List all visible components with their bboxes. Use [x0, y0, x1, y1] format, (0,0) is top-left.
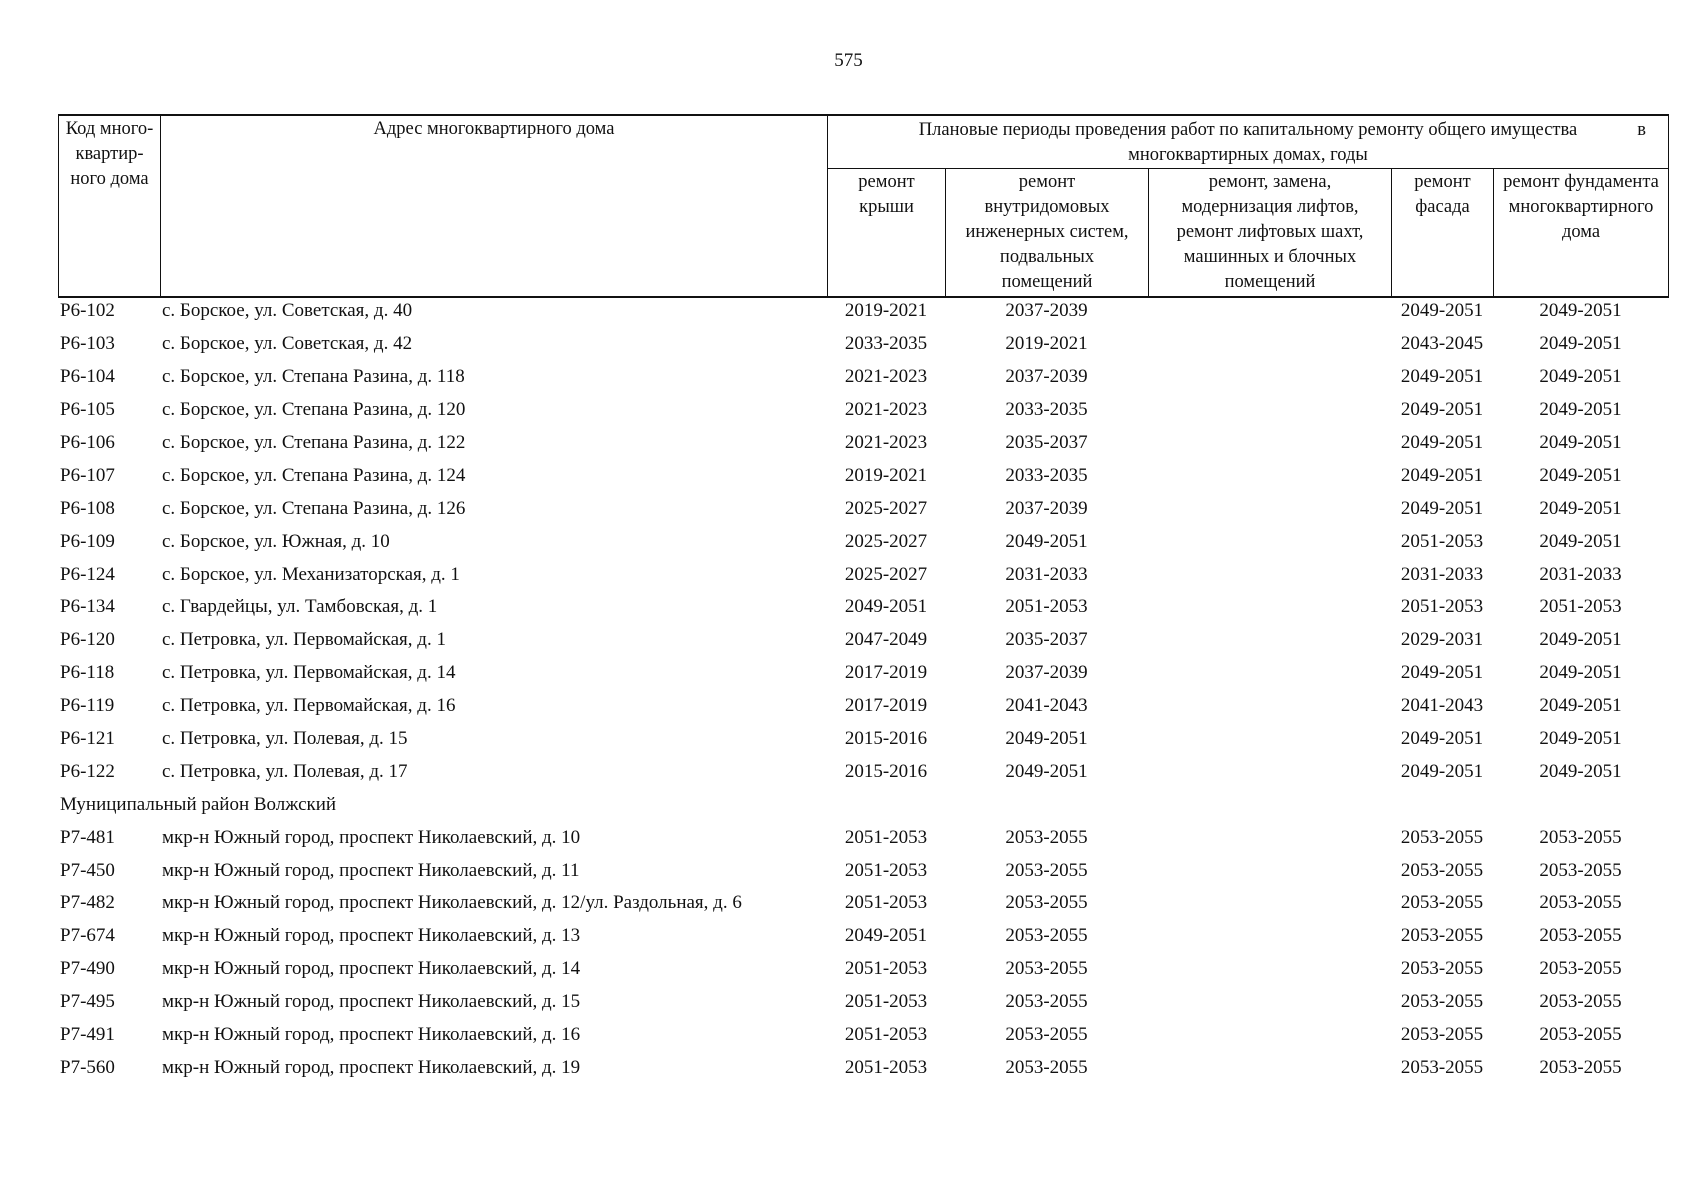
- table-header: [58, 114, 1669, 298]
- cell-address: мкр-н Южный город, проспект Николаевский, д. 14: [162, 958, 581, 980]
- cell-roof: 2015-2016: [844, 760, 928, 782]
- cell-code: Р7-495: [60, 991, 115, 1013]
- cell-roof: 2049-2051: [844, 925, 928, 947]
- cell-address: мкр-н Южный город, проспект Николаевский, д. 10: [162, 826, 581, 848]
- table-row: [58, 361, 1668, 394]
- table-row: [58, 854, 1668, 887]
- cell-foundation: 2031-2033: [1539, 563, 1622, 585]
- cell-elevators: [1148, 920, 1391, 953]
- cell-code: Р6-103: [60, 333, 115, 355]
- table-row: [58, 295, 1668, 328]
- header-address: Адрес многоквартирного дома: [161, 115, 828, 297]
- cell-engineering: 2019-2021: [1005, 333, 1088, 355]
- cell-elevators: [1148, 492, 1391, 525]
- cell-elevators: [1148, 427, 1391, 460]
- cell-foundation: 2053-2055: [1539, 859, 1622, 881]
- cell-foundation: 2049-2051: [1539, 760, 1622, 782]
- cell-engineering: 2049-2051: [1005, 728, 1088, 750]
- cell-code: Р6-134: [60, 596, 115, 618]
- cell-address: мкр-н Южный город, проспект Николаевский, д. 13: [162, 925, 581, 947]
- cell-facade: 2053-2055: [1400, 892, 1484, 914]
- cell-facade: 2049-2051: [1400, 464, 1484, 486]
- cell-code: Р6-108: [60, 497, 115, 519]
- cell-facade: 2049-2051: [1400, 760, 1484, 782]
- cell-engineering: 2041-2043: [1005, 695, 1088, 717]
- cell-roof: 2051-2053: [844, 892, 928, 914]
- cell-address: с. Борское, ул. Степана Разина, д. 120: [162, 399, 466, 421]
- cell-facade: 2053-2055: [1400, 859, 1484, 881]
- header-code: Код много- квартир- ного дома: [59, 115, 161, 297]
- table-row: [58, 328, 1668, 361]
- cell-engineering: 2053-2055: [1005, 1056, 1088, 1078]
- table-row: [58, 591, 1668, 624]
- header-planned-periods-line2: многоквартирных домах, годы: [1128, 145, 1368, 165]
- cell-facade: 2049-2051: [1400, 366, 1484, 388]
- cell-roof: 2021-2023: [844, 432, 928, 453]
- cell-roof: 2019-2021: [844, 464, 928, 486]
- cell-elevators: [1148, 1019, 1391, 1052]
- cell-foundation: 2053-2055: [1539, 1024, 1622, 1046]
- cell-roof: 2025-2027: [844, 497, 928, 519]
- table-row: [58, 986, 1668, 1019]
- table-row: [58, 624, 1668, 657]
- cell-roof: 2021-2023: [844, 366, 928, 388]
- cell-engineering: 2035-2037: [1005, 629, 1088, 651]
- cell-code: Р6-120: [60, 629, 115, 651]
- cell-address: с. Борское, ул. Степана Разина, д. 122: [162, 432, 466, 453]
- cell-foundation: 2049-2051: [1539, 497, 1622, 519]
- table-row: [58, 657, 1668, 690]
- cell-engineering: 2035-2037: [1005, 432, 1088, 453]
- cell-elevators: [1148, 591, 1391, 624]
- cell-engineering: 2053-2055: [1005, 826, 1088, 848]
- cell-code: Р7-674: [60, 925, 115, 947]
- cell-foundation: 2049-2051: [1539, 662, 1622, 684]
- cell-elevators: [1148, 657, 1391, 690]
- cell-address: с. Гвардейцы, ул. Тамбовская, д. 1: [162, 596, 438, 618]
- cell-elevators: [1148, 690, 1391, 723]
- cell-code: Р6-109: [60, 530, 115, 552]
- cell-roof: 2051-2053: [844, 1056, 928, 1078]
- cell-code: Р6-107: [60, 464, 115, 486]
- cell-address: мкр-н Южный город, проспект Николаевский, д. 15: [162, 991, 581, 1013]
- cell-elevators: [1148, 394, 1391, 427]
- cell-elevators: [1148, 723, 1391, 756]
- header-planned-periods: [828, 115, 1669, 169]
- cell-engineering: 2049-2051: [1005, 760, 1088, 782]
- cell-address: мкр-н Южный город, проспект Николаевский, д. 19: [162, 1056, 581, 1078]
- cell-facade: 2049-2051: [1400, 728, 1484, 750]
- table-row: [58, 953, 1668, 986]
- cell-code: Р6-105: [60, 399, 115, 421]
- cell-engineering: 2049-2051: [1005, 530, 1088, 552]
- table-row: [58, 1051, 1668, 1084]
- cell-code: Р6-104: [60, 366, 115, 388]
- cell-facade: 2049-2051: [1400, 662, 1484, 684]
- cell-foundation: 2049-2051: [1539, 399, 1622, 421]
- cell-code: Р6-121: [60, 728, 115, 750]
- cell-elevators: [1148, 295, 1391, 328]
- cell-roof: 2025-2027: [844, 530, 928, 552]
- table-row: [58, 427, 1668, 460]
- cell-foundation: 2049-2051: [1539, 366, 1622, 388]
- cell-foundation: 2053-2055: [1539, 892, 1622, 914]
- cell-facade: 2049-2051: [1400, 300, 1484, 322]
- header-planned-periods-line1: Плановые периоды проведения работ по капитальному ремонту общего имущества: [918, 120, 1578, 140]
- cell-address: с. Петровка, ул. Первомайская, д. 14: [162, 662, 456, 684]
- cell-elevators: [1148, 525, 1391, 558]
- cell-foundation: 2053-2055: [1539, 991, 1622, 1013]
- cell-elevators: [1148, 821, 1391, 854]
- cell-code: Р6-124: [60, 563, 115, 585]
- cell-foundation: 2053-2055: [1539, 925, 1622, 947]
- cell-code: Р7-560: [60, 1056, 115, 1078]
- cell-engineering: 2037-2039: [1005, 662, 1088, 684]
- cell-elevators: [1148, 558, 1391, 591]
- cell-address: с. Борское, ул. Степана Разина, д. 118: [162, 366, 465, 388]
- cell-elevators: [1148, 755, 1391, 788]
- cell-roof: 2033-2035: [844, 333, 928, 355]
- cell-facade: 2051-2053: [1400, 596, 1484, 618]
- table-row: [58, 920, 1668, 953]
- table-row: [58, 394, 1668, 427]
- cell-elevators: [1148, 328, 1391, 361]
- cell-code: Р7-450: [60, 859, 115, 881]
- cell-facade: 2049-2051: [1400, 497, 1484, 519]
- cell-code: Р6-122: [60, 760, 115, 782]
- header-elevators: ремонт, замена, модернизация лифтов, ремонт лифтовых шахт, машинных и блочных помещений: [1149, 169, 1392, 298]
- table-row: [58, 1019, 1668, 1052]
- cell-engineering: 2033-2035: [1005, 464, 1088, 486]
- cell-foundation: 2049-2051: [1539, 728, 1622, 750]
- cell-code: Р7-482: [60, 892, 115, 914]
- header-facade: ремонт фасада: [1392, 169, 1494, 298]
- cell-facade: 2041-2043: [1400, 695, 1484, 717]
- section-row: [58, 788, 1668, 821]
- cell-address: с. Петровка, ул. Первомайская, д. 1: [162, 629, 446, 651]
- cell-elevators: [1148, 624, 1391, 657]
- cell-roof: 2051-2053: [844, 859, 928, 881]
- table-row: [58, 821, 1668, 854]
- cell-facade: 2043-2045: [1400, 333, 1484, 355]
- cell-elevators: [1148, 854, 1391, 887]
- cell-engineering: 2037-2039: [1005, 497, 1088, 519]
- cell-foundation: 2049-2051: [1539, 530, 1622, 552]
- cell-roof: 2051-2053: [844, 1024, 928, 1046]
- cell-foundation: 2049-2051: [1539, 300, 1622, 322]
- cell-facade: 2053-2055: [1400, 1056, 1484, 1078]
- cell-facade: 2053-2055: [1400, 958, 1484, 980]
- cell-address: с. Борское, ул. Советская, д. 42: [162, 333, 413, 355]
- cell-foundation: 2053-2055: [1539, 1056, 1622, 1078]
- cell-address: с. Петровка, ул. Первомайская, д. 16: [162, 695, 456, 717]
- cell-code: Р6-106: [60, 432, 115, 453]
- cell-elevators: [1148, 1051, 1391, 1084]
- cell-engineering: 2053-2055: [1005, 991, 1088, 1013]
- cell-foundation: 2049-2051: [1539, 464, 1622, 486]
- table-row: [58, 459, 1668, 492]
- cell-address: мкр-н Южный город, проспект Николаевский, д. 16: [162, 1024, 581, 1046]
- cell-code: Р7-490: [60, 958, 115, 980]
- cell-roof: 2017-2019: [844, 695, 928, 717]
- header-roof: ремонт крыши: [828, 169, 946, 298]
- cell-engineering: 2053-2055: [1005, 925, 1088, 947]
- cell-elevators: [1148, 986, 1391, 1019]
- cell-foundation: 2053-2055: [1539, 958, 1622, 980]
- cell-address: мкр-н Южный город, проспект Николаевский, д. 11: [162, 859, 580, 881]
- cell-engineering: 2037-2039: [1005, 366, 1088, 388]
- cell-facade: 2051-2053: [1400, 530, 1484, 552]
- cell-engineering: 2037-2039: [1005, 300, 1088, 322]
- cell-address: с. Борское, ул. Механизаторская, д. 1: [162, 563, 460, 585]
- cell-facade: 2031-2033: [1400, 563, 1484, 585]
- cell-address: мкр-н Южный город, проспект Николаевский, д. 12/ул. Раздольная, д. 6: [162, 892, 742, 914]
- cell-code: Р6-102: [60, 300, 115, 322]
- table-row: [58, 492, 1668, 525]
- cell-engineering: 2033-2035: [1005, 399, 1088, 421]
- cell-roof: 2051-2053: [844, 826, 928, 848]
- cell-elevators: [1148, 459, 1391, 492]
- cell-address: с. Борское, ул. Степана Разина, д. 126: [162, 497, 466, 519]
- cell-roof: 2047-2049: [844, 629, 928, 651]
- section-title: Муниципальный район Волжский: [60, 793, 337, 815]
- table-row: [58, 887, 1668, 920]
- cell-elevators: [1148, 887, 1391, 920]
- cell-roof: 2051-2053: [844, 958, 928, 980]
- table-row: [58, 690, 1668, 723]
- table-row: [58, 723, 1668, 756]
- cell-facade: 2029-2031: [1400, 629, 1484, 651]
- header-engineering: ремонт внутридомовых инженерных систем, подвальных помещений: [946, 169, 1149, 298]
- cell-foundation: 2049-2051: [1539, 432, 1622, 453]
- cell-code: Р7-491: [60, 1024, 115, 1046]
- cell-engineering: 2053-2055: [1005, 958, 1088, 980]
- table-row: [58, 755, 1668, 788]
- cell-address: с. Борское, ул. Южная, д. 10: [162, 530, 390, 552]
- cell-address: с. Петровка, ул. Полевая, д. 15: [162, 728, 408, 750]
- cell-roof: 2021-2023: [844, 399, 928, 421]
- cell-code: Р7-481: [60, 826, 115, 848]
- cell-roof: 2051-2053: [844, 991, 928, 1013]
- table-row: [58, 558, 1668, 591]
- cell-roof: 2049-2051: [844, 596, 928, 618]
- cell-code: Р6-118: [60, 662, 115, 684]
- cell-facade: 2053-2055: [1400, 991, 1484, 1013]
- cell-address: с. Борское, ул. Степана Разина, д. 124: [162, 464, 466, 486]
- cell-engineering: 2031-2033: [1005, 563, 1088, 585]
- cell-roof: 2025-2027: [844, 563, 928, 585]
- cell-facade: 2053-2055: [1400, 1024, 1484, 1046]
- cell-facade: 2053-2055: [1400, 826, 1484, 848]
- page-number: 575: [834, 50, 863, 71]
- cell-roof: 2017-2019: [844, 662, 928, 684]
- cell-address: с. Петровка, ул. Полевая, д. 17: [162, 760, 408, 782]
- table-body: [58, 295, 1668, 1084]
- cell-code: Р6-119: [60, 695, 115, 717]
- cell-engineering: 2053-2055: [1005, 892, 1088, 914]
- cell-elevators: [1148, 361, 1391, 394]
- cell-facade: 2053-2055: [1400, 925, 1484, 947]
- cell-facade: 2049-2051: [1400, 432, 1484, 453]
- cell-roof: 2019-2021: [844, 300, 928, 322]
- cell-foundation: 2049-2051: [1539, 695, 1622, 717]
- cell-engineering: 2053-2055: [1005, 1024, 1088, 1046]
- cell-foundation: 2053-2055: [1539, 826, 1622, 848]
- cell-engineering: 2053-2055: [1005, 859, 1088, 881]
- cell-foundation: 2049-2051: [1539, 333, 1622, 355]
- header-foundation: ремонт фундамента многоквартирного дома: [1494, 169, 1669, 298]
- table-row: [58, 525, 1668, 558]
- header-planned-periods-trail: в: [1637, 120, 1647, 140]
- cell-facade: 2049-2051: [1400, 399, 1484, 421]
- cell-elevators: [1148, 953, 1391, 986]
- cell-engineering: 2051-2053: [1005, 596, 1088, 618]
- cell-foundation: 2051-2053: [1539, 596, 1622, 618]
- cell-address: с. Борское, ул. Советская, д. 40: [162, 300, 413, 322]
- cell-roof: 2015-2016: [844, 728, 928, 750]
- cell-foundation: 2049-2051: [1539, 629, 1622, 651]
